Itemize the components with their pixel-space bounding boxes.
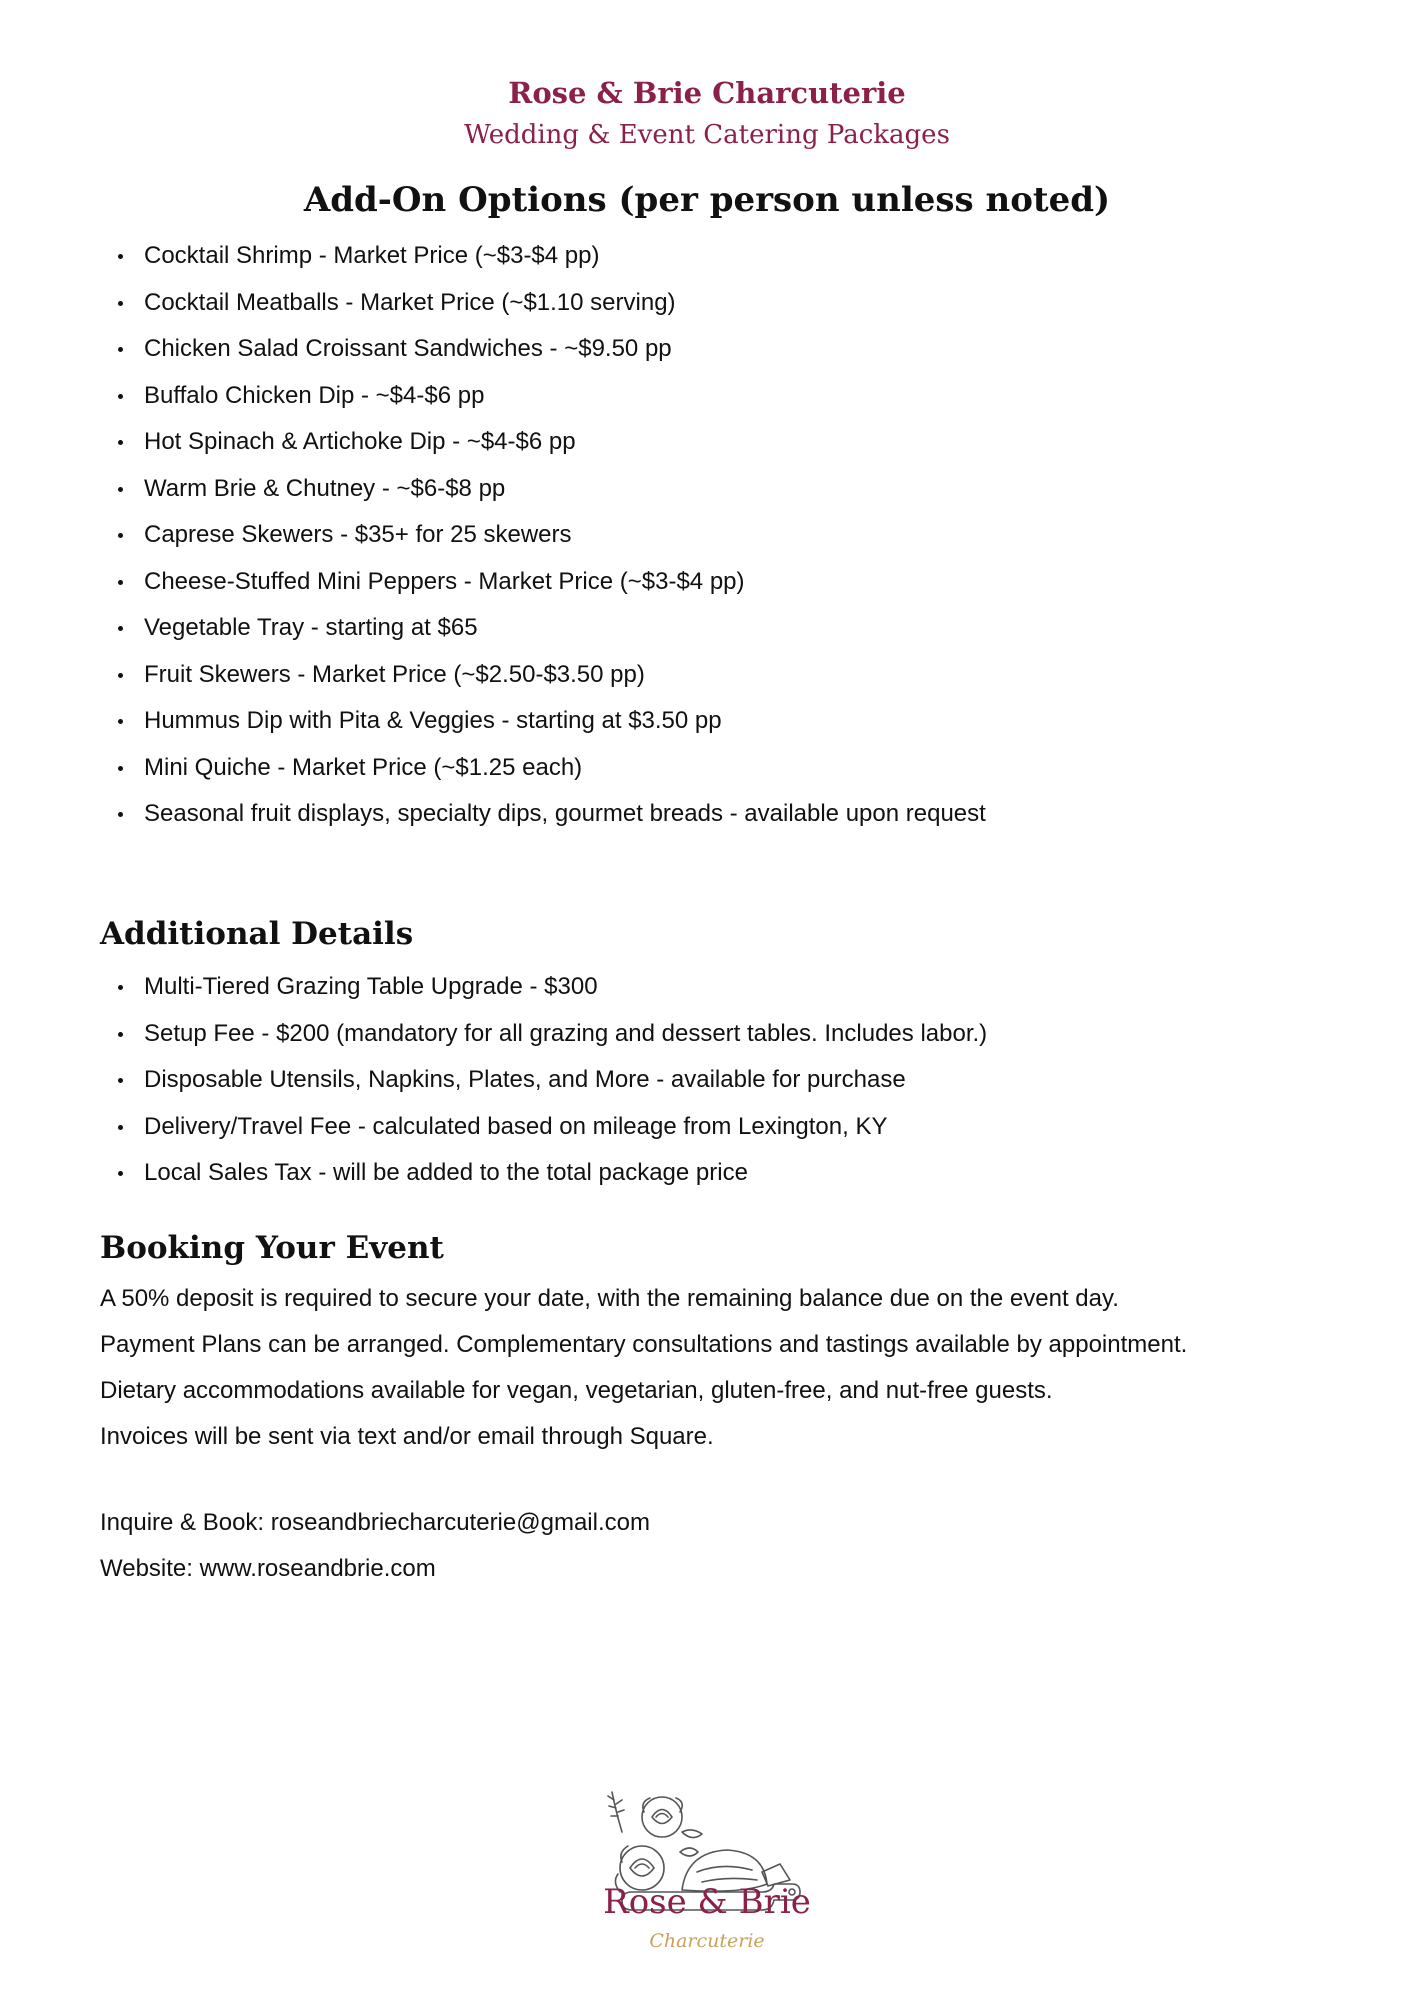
list-item: Fruit Skewers - Market Price (~$2.50-$3.50 pp) <box>118 652 986 699</box>
contact-email[interactable]: Inquire & Book: roseandbriecharcuterie@gmail.com <box>100 1509 650 1536</box>
list-item: Caprese Skewers - $35+ for 25 skewers <box>118 512 986 559</box>
list-item: Disposable Utensils, Napkins, Plates, and More - available for purchase <box>118 1057 987 1104</box>
list-item: Seasonal fruit displays, specialty dips, gourmet breads - available upon request <box>118 791 986 838</box>
brand-subtitle: Wedding & Event Catering Packages <box>464 120 950 150</box>
booking-paragraph: Payment Plans can be arranged. Complementary consultations and tastings available by appointment. <box>100 1331 1188 1358</box>
list-item: Hot Spinach & Artichoke Dip - ~$4-$6 pp <box>118 419 986 466</box>
list-item: Warm Brie & Chutney - ~$6-$8 pp <box>118 466 986 513</box>
booking-paragraph: A 50% deposit is required to secure your date, with the remaining balance due on the event day. <box>100 1285 1119 1312</box>
list-item: Multi-Tiered Grazing Table Upgrade - $300 <box>118 964 987 1011</box>
list-item: Delivery/Travel Fee - calculated based on mileage from Lexington, KY <box>118 1104 987 1151</box>
details-heading: Additional Details <box>100 916 414 952</box>
contact-website[interactable]: Website: www.roseandbrie.com <box>100 1555 436 1582</box>
brand-title: Rose & Brie Charcuterie <box>508 76 906 110</box>
rose-icon <box>642 1797 682 1837</box>
list-item: Local Sales Tax - will be added to the total package price <box>118 1150 987 1197</box>
booking-paragraph: Invoices will be sent via text and/or email through Square. <box>100 1423 714 1450</box>
list-item: Cocktail Meatballs - Market Price (~$1.10 serving) <box>118 280 986 327</box>
details-list <box>118 964 987 1197</box>
list-item: Chicken Salad Croissant Sandwiches - ~$9.50 pp <box>118 326 986 373</box>
list-item: Setup Fee - $200 (mandatory for all grazing and dessert tables. Includes labor.) <box>118 1011 987 1058</box>
logo-tagline: Charcuterie <box>649 1930 765 1952</box>
addons-list <box>118 233 986 838</box>
list-item: Hummus Dip with Pita & Veggies - starting at $3.50 pp <box>118 698 986 745</box>
list-item: Cheese-Stuffed Mini Peppers - Market Price (~$3-$4 pp) <box>118 559 986 606</box>
logo-name: Rose & Brie <box>603 1882 811 1922</box>
booking-text <box>100 1276 1187 1460</box>
contact-block <box>100 1500 650 1592</box>
list-item: Mini Quiche - Market Price (~$1.25 each) <box>118 745 986 792</box>
list-item: Vegetable Tray - starting at $65 <box>118 605 986 652</box>
booking-heading: Booking Your Event <box>100 1230 444 1266</box>
booking-paragraph: Dietary accommodations available for vegan, vegetarian, gluten-free, and nut-free guests. <box>100 1377 1053 1404</box>
list-item: Cocktail Shrimp - Market Price (~$3-$4 pp) <box>118 233 986 280</box>
addons-heading: Add-On Options (per person unless noted) <box>303 180 1111 220</box>
list-item: Buffalo Chicken Dip - ~$4-$6 pp <box>118 373 986 420</box>
